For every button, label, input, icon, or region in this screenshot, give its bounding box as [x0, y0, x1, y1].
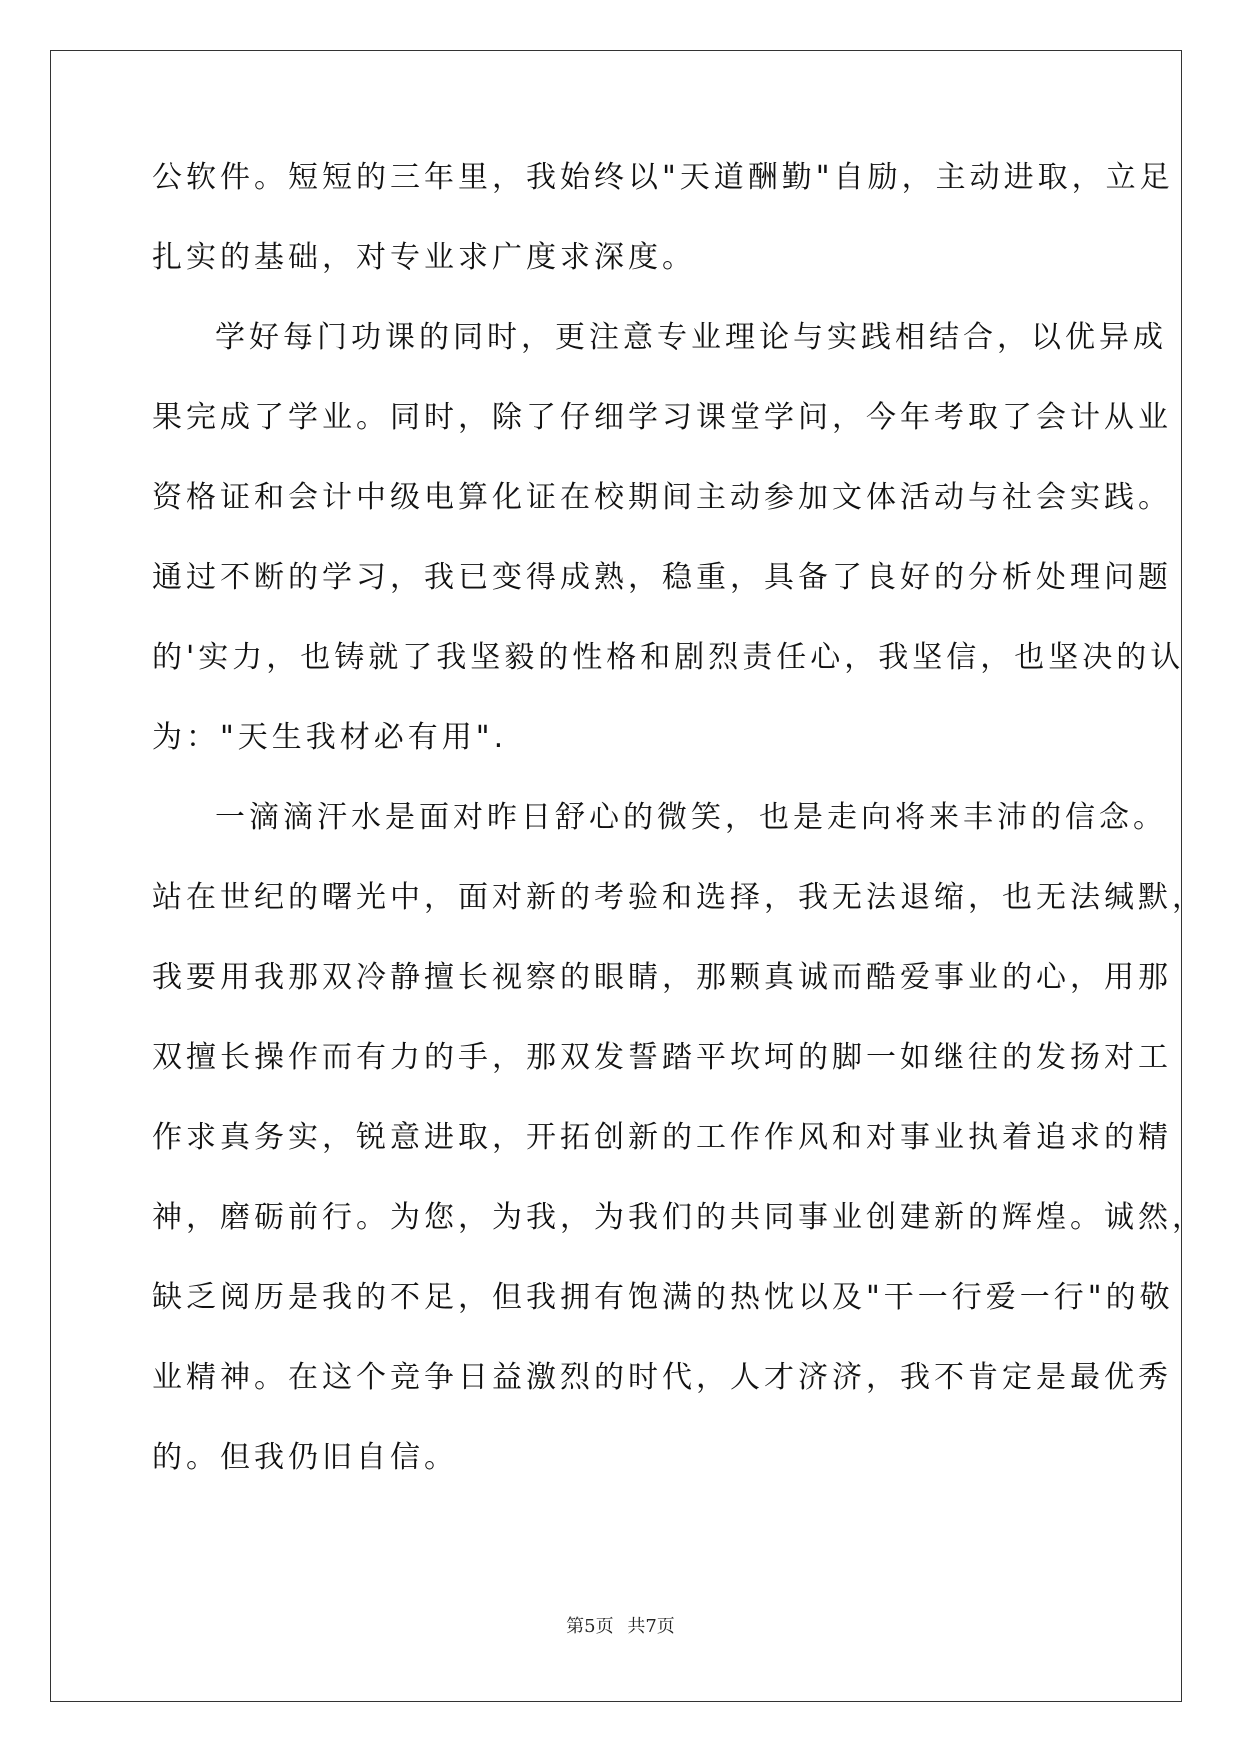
- text-line: 站在世纪的曙光中，面对新的考验和选择，我无法退缩，也无法缄默，: [152, 880, 1206, 915]
- text-line: 资格证和会计中级电算化证在校期间主动参加文体活动与社会实践。: [152, 480, 1172, 515]
- text-line: 业精神。在这个竞争日益激烈的时代，人才济济，我不肯定是最优秀: [152, 1360, 1172, 1395]
- text-line: 的。但我仍旧自信。: [152, 1440, 458, 1475]
- text-line: 学好每门功课的同时，更注意专业理论与实践相结合，以优异成: [215, 320, 1167, 355]
- document-body: [152, 158, 1206, 1518]
- text-line: 为："天生我材必有用".: [152, 720, 508, 755]
- page-footer: [0, 1612, 1241, 1638]
- text-line: 缺乏阅历是我的不足，但我拥有饱满的热忱以及"干一行爱一行"的敬: [152, 1280, 1174, 1315]
- text-line: 一滴滴汗水是面对昨日舒心的微笑，也是走向将来丰沛的信念。: [215, 800, 1167, 835]
- text-line: 的'实力，也铸就了我坚毅的性格和剧烈责任心，我坚信，也坚决的认: [152, 640, 1185, 675]
- text-line: 公软件。短短的三年里，我始终以"天道酬勤"自励，主动进取，立足: [152, 160, 1174, 195]
- page-total: 共7页: [627, 1616, 675, 1637]
- text-line: 神，磨砺前行。为您，为我，为我们的共同事业创建新的辉煌。诚然，: [152, 1200, 1206, 1235]
- text-line: 扎实的基础，对专业求广度求深度。: [152, 240, 696, 275]
- text-line: 作求真务实，锐意进取，开拓创新的工作作风和对事业执着追求的精: [152, 1120, 1172, 1155]
- page-number: 第5页: [566, 1616, 614, 1637]
- text-line: 果完成了学业。同时，除了仔细学习课堂学问，今年考取了会计从业: [152, 400, 1172, 435]
- text-line: 双擅长操作而有力的手，那双发誓踏平坎坷的脚一如继往的发扬对工: [152, 1040, 1172, 1075]
- text-line: 通过不断的学习，我已变得成熟，稳重，具备了良好的分析处理问题: [152, 560, 1172, 595]
- text-line: 我要用我那双冷静擅长视察的眼睛，那颗真诚而酷爱事业的心，用那: [152, 960, 1172, 995]
